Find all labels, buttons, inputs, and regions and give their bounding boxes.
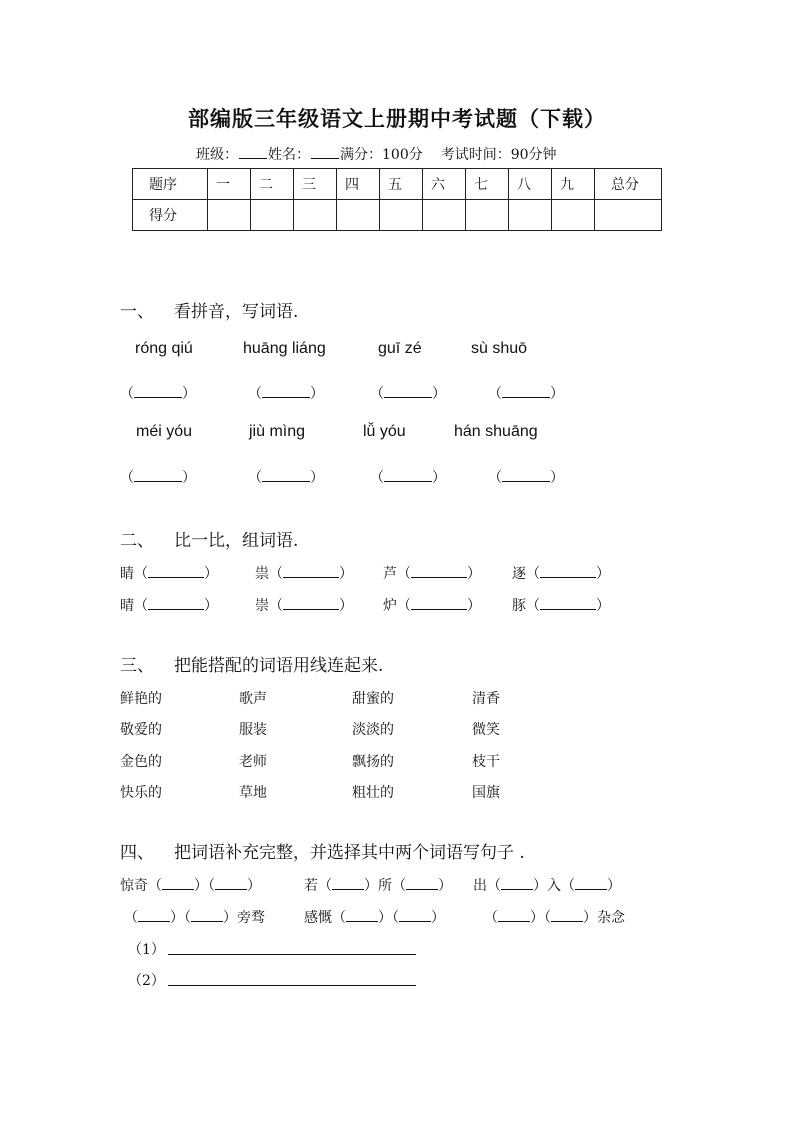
section3-heading — [120, 651, 383, 676]
score-header-cell: 一 — [208, 169, 251, 200]
pinyin-item: huāng liáng — [243, 340, 326, 357]
section1-title: 看拼音，写词语. — [174, 302, 299, 322]
full-score: 满分：100分 — [340, 147, 423, 163]
answer-blank[interactable]: （ ） — [120, 386, 196, 402]
char-blank[interactable]: 睛（ ） — [120, 566, 218, 582]
match-word[interactable]: 甜蜜的 — [352, 691, 394, 707]
score-cell[interactable] — [423, 200, 466, 231]
score-header-cell: 四 — [337, 169, 380, 200]
exam-info — [196, 144, 557, 164]
section4-heading — [120, 838, 525, 863]
score-cell[interactable] — [380, 200, 423, 231]
section4-title: 把词语补充完整，并选择其中两个词语写句子 . — [174, 843, 525, 863]
match-word[interactable]: 清香 — [472, 691, 500, 707]
match-word[interactable]: 枝干 — [472, 754, 500, 770]
match-word[interactable]: 快乐的 — [120, 785, 162, 801]
char-blank[interactable]: 祟（ ） — [255, 566, 353, 582]
match-word[interactable]: 金色的 — [120, 754, 162, 770]
answer-blank[interactable]: （ ） — [370, 386, 446, 402]
score-cell[interactable] — [337, 200, 380, 231]
match-word[interactable]: 淡淡的 — [352, 722, 394, 738]
char-blank[interactable]: 逐（ ） — [512, 566, 610, 582]
idiom-pangwu[interactable]: （ ）（ ）旁骛 — [124, 910, 265, 926]
score-header-cell: 题序 — [133, 169, 208, 200]
score-cell[interactable] — [466, 200, 509, 231]
match-word[interactable]: 微笑 — [472, 722, 500, 738]
pinyin-item: sù shuō — [471, 340, 528, 357]
score-table — [132, 168, 662, 231]
score-cell[interactable] — [208, 200, 251, 231]
pinyin-item: guī zé — [378, 340, 422, 357]
score-table-score-row — [133, 200, 662, 231]
score-header-cell: 五 — [380, 169, 423, 200]
answer-blank[interactable]: （ ） — [488, 386, 564, 402]
section3-title: 把能搭配的词语用线连起来. — [174, 656, 384, 676]
score-cell[interactable] — [509, 200, 552, 231]
section3-number: 三、 — [120, 656, 154, 676]
answer-blank[interactable]: （ ） — [370, 470, 446, 486]
score-header-cell: 六 — [423, 169, 466, 200]
exam-time: 考试时间：90分钟 — [440, 147, 557, 163]
pinyin-item: lǚ yóu — [363, 423, 406, 440]
score-cell[interactable] — [595, 200, 662, 231]
score-header-cell: 总分 — [595, 169, 662, 200]
answer-blank[interactable]: （ ） — [120, 470, 196, 486]
answer-blank[interactable]: （ ） — [248, 470, 324, 486]
idiom-jingqi[interactable]: 惊奇（ ）（ ） — [120, 878, 261, 894]
section2-number: 二、 — [120, 531, 154, 551]
match-word[interactable]: 草地 — [239, 785, 267, 801]
pinyin-item: jiù mìng — [249, 423, 306, 440]
sentence-line-2[interactable] — [168, 984, 416, 986]
match-word[interactable]: 敬爱的 — [120, 722, 162, 738]
match-word[interactable]: 歌声 — [239, 691, 267, 707]
score-header-cell: 七 — [466, 169, 509, 200]
char-blank[interactable]: 豚（ ） — [512, 598, 610, 614]
match-word[interactable]: 飘扬的 — [352, 754, 394, 770]
pinyin-item: méi yóu — [136, 423, 193, 440]
section4-number: 四、 — [120, 843, 154, 863]
section1-number: 一、 — [120, 302, 154, 322]
page-title: 部编版三年级语文上册期中考试题（下载） — [188, 106, 606, 131]
answer-blank[interactable]: （ ） — [248, 386, 324, 402]
match-word[interactable]: 服装 — [239, 722, 267, 738]
idiom-gankai[interactable]: 感慨（ ）（ ） — [304, 910, 445, 926]
section2-title: 比一比，组词语. — [174, 531, 299, 551]
score-header-cell: 九 — [552, 169, 595, 200]
score-cell[interactable] — [251, 200, 294, 231]
char-blank[interactable]: 炉（ ） — [383, 598, 481, 614]
score-header-cell: 三 — [294, 169, 337, 200]
score-row-label: 得分 — [133, 200, 208, 231]
idiom-ruosuo[interactable]: 若（ ）所（ ） — [304, 878, 452, 894]
char-blank[interactable]: 晴（ ） — [120, 598, 218, 614]
score-cell[interactable] — [294, 200, 337, 231]
sentence-line-1[interactable] — [168, 953, 416, 955]
match-word[interactable]: 鲜艳的 — [120, 691, 162, 707]
match-word[interactable]: 粗壮的 — [352, 785, 394, 801]
name-label: 姓名： — [268, 147, 310, 163]
name-field[interactable] — [311, 146, 339, 159]
section2-heading — [120, 526, 298, 551]
class-field[interactable] — [239, 146, 267, 159]
score-cell[interactable] — [552, 200, 595, 231]
section1-heading — [120, 297, 298, 322]
score-header-cell: 二 — [251, 169, 294, 200]
class-label: 班级： — [196, 147, 238, 163]
sentence-label-1: （1） — [128, 942, 165, 958]
match-word[interactable]: 老师 — [239, 754, 267, 770]
match-word[interactable]: 国旗 — [472, 785, 500, 801]
char-blank[interactable]: 芦（ ） — [383, 566, 481, 582]
char-blank[interactable]: 崇（ ） — [255, 598, 353, 614]
answer-blank[interactable]: （ ） — [488, 470, 564, 486]
score-table-header-row — [133, 169, 662, 200]
idiom-churu[interactable]: 出（ ）入（ ） — [473, 878, 621, 894]
score-header-cell: 八 — [509, 169, 552, 200]
pinyin-item: róng qiú — [135, 340, 193, 357]
pinyin-item: hán shuāng — [454, 423, 538, 440]
sentence-label-2: （2） — [128, 973, 165, 989]
idiom-zanian[interactable]: （ ）（ ）杂念 — [484, 910, 625, 926]
